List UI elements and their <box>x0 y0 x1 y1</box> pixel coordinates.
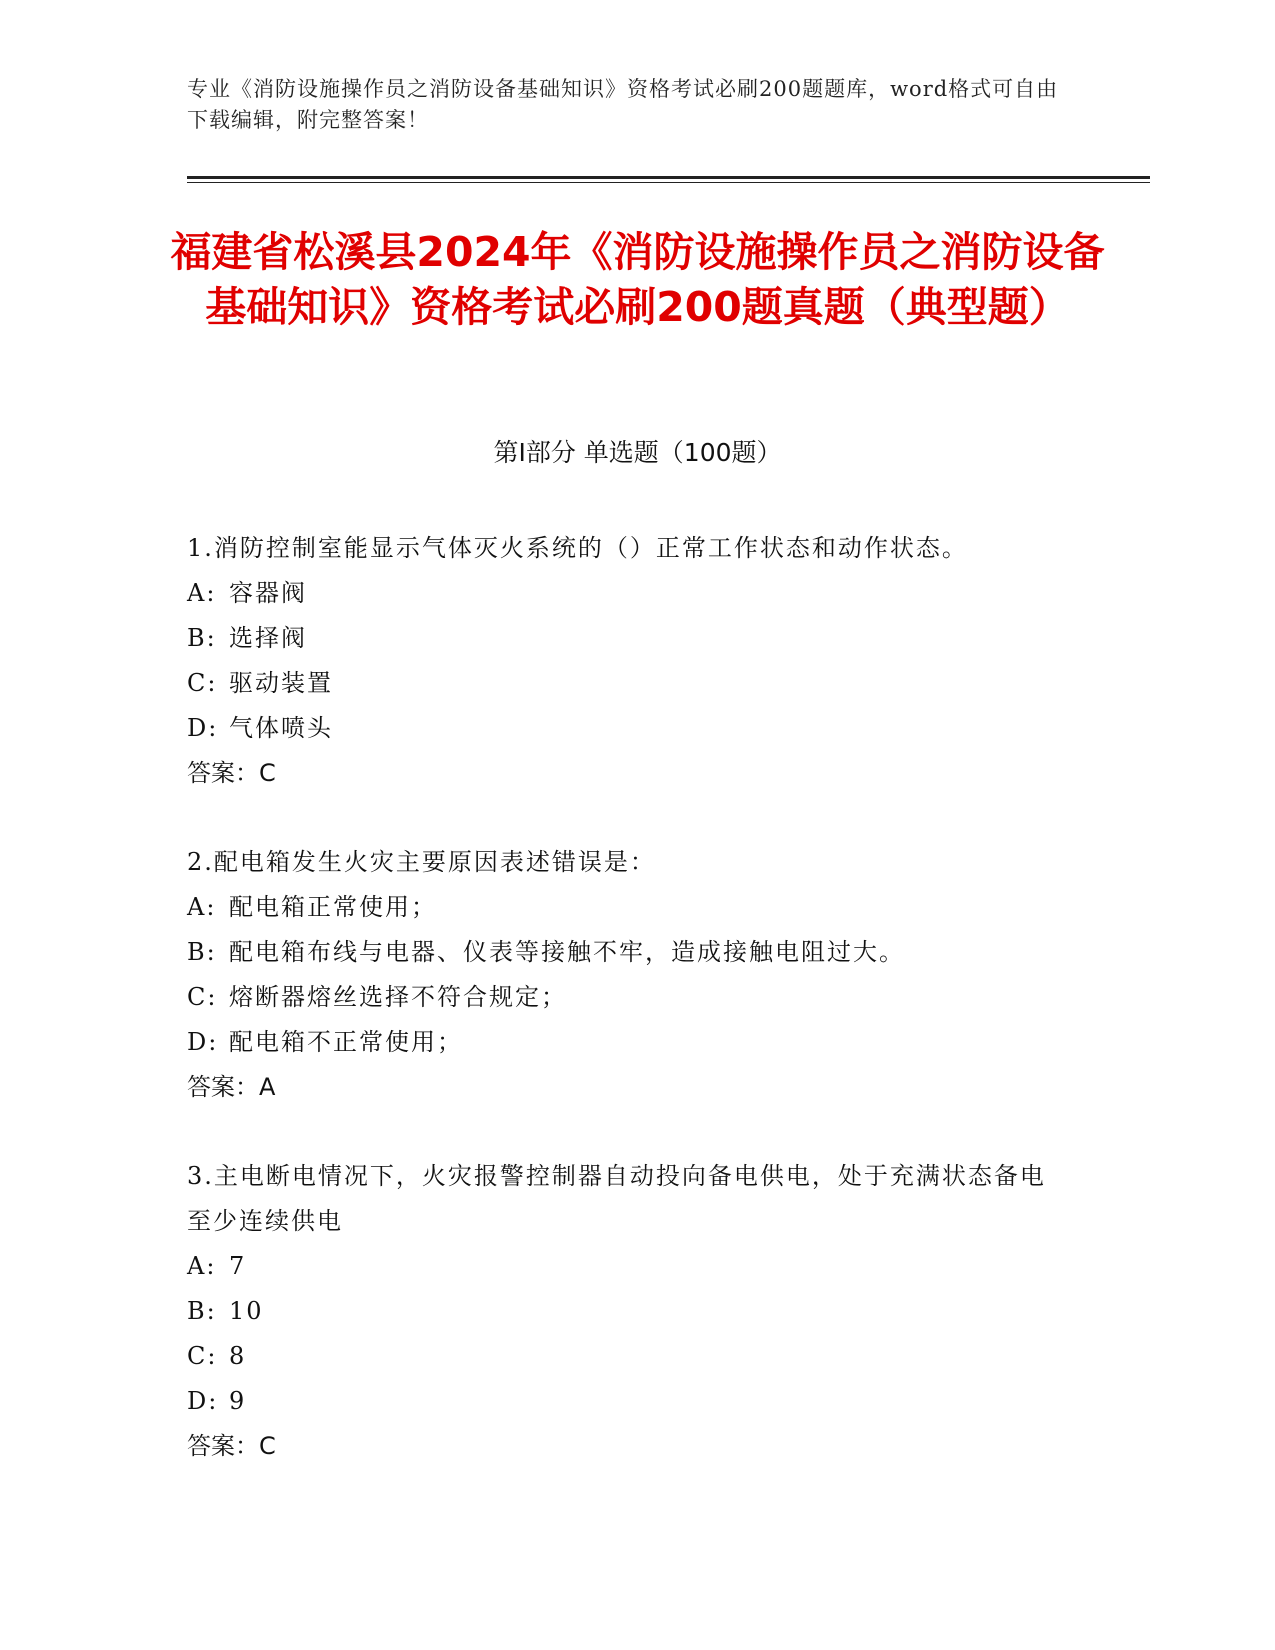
answer-label: 答案： <box>187 759 259 787</box>
question-stem: 2.配电箱发生火灾主要原因表述错误是： <box>187 848 656 876</box>
header-note: 专业《消防设施操作员之消防设备基础知识》资格考试必刷200题题库，word格式可自由下载编辑，附完整答案！ <box>187 77 1059 132</box>
option-text: 配电箱正常使用； <box>229 893 437 921</box>
option-c <box>187 661 1067 706</box>
header-rule-thin <box>187 182 1150 183</box>
question-3 <box>187 1154 1067 1469</box>
option-a <box>187 571 1067 616</box>
option-b <box>187 1289 1067 1334</box>
answer-value: A <box>259 1073 276 1101</box>
option-letter: D: <box>187 1028 219 1056</box>
option-d <box>187 1020 1067 1065</box>
option-c <box>187 1334 1067 1379</box>
option-letter: D: <box>187 1387 219 1415</box>
option-letter: B: <box>187 624 217 652</box>
option-b <box>187 930 1067 975</box>
option-a <box>187 885 1067 930</box>
option-letter: A: <box>187 579 217 607</box>
option-text: 8 <box>229 1342 247 1370</box>
option-c <box>187 975 1067 1020</box>
option-a <box>187 1244 1067 1289</box>
option-text: 熔断器熔丝选择不符合规定； <box>229 983 567 1011</box>
option-letter: C: <box>187 983 218 1011</box>
option-letter: A: <box>187 893 217 921</box>
option-text: 7 <box>229 1252 247 1280</box>
answer-label: 答案： <box>187 1432 259 1460</box>
option-text: 9 <box>229 1387 247 1415</box>
option-text: 10 <box>229 1297 264 1325</box>
question-list <box>187 526 1067 1513</box>
option-text: 气体喷头 <box>229 714 333 742</box>
option-text: 配电箱布线与电器、仪表等接触不牢，造成接触电阻过大。 <box>229 938 905 966</box>
answer-line <box>187 1424 1067 1469</box>
question-stem: 1.消防控制室能显示气体灭火系统的（）正常工作状态和动作状态。 <box>187 534 968 562</box>
section-title: 第I部分 单选题（100题） <box>493 438 782 467</box>
option-b <box>187 616 1067 661</box>
option-letter: C: <box>187 1342 218 1370</box>
answer-line <box>187 1065 1067 1110</box>
option-letter: A: <box>187 1252 217 1280</box>
option-d <box>187 1379 1067 1424</box>
header-rule-thick <box>187 176 1150 179</box>
answer-value: C <box>259 759 276 787</box>
option-d <box>187 706 1067 751</box>
option-text: 容器阀 <box>229 579 307 607</box>
option-text: 驱动装置 <box>229 669 333 697</box>
question-1 <box>187 526 1067 796</box>
document-title: 福建省松溪县2024年《消防设施操作员之消防设备基础知识》资格考试必刷200题真题（典型题） <box>170 228 1105 331</box>
option-letter: D: <box>187 714 219 742</box>
answer-value: C <box>259 1432 276 1460</box>
question-stem: 3.主电断电情况下，火灾报警控制器自动投向备电供电，处于充满状态备电至少连续供电 <box>187 1162 1046 1235</box>
option-text: 选择阀 <box>229 624 307 652</box>
question-2 <box>187 840 1067 1110</box>
option-letter: B: <box>187 938 217 966</box>
option-letter: B: <box>187 1297 217 1325</box>
option-text: 配电箱不正常使用； <box>229 1028 463 1056</box>
answer-label: 答案： <box>187 1073 259 1101</box>
answer-line <box>187 751 1067 796</box>
option-letter: C: <box>187 669 218 697</box>
